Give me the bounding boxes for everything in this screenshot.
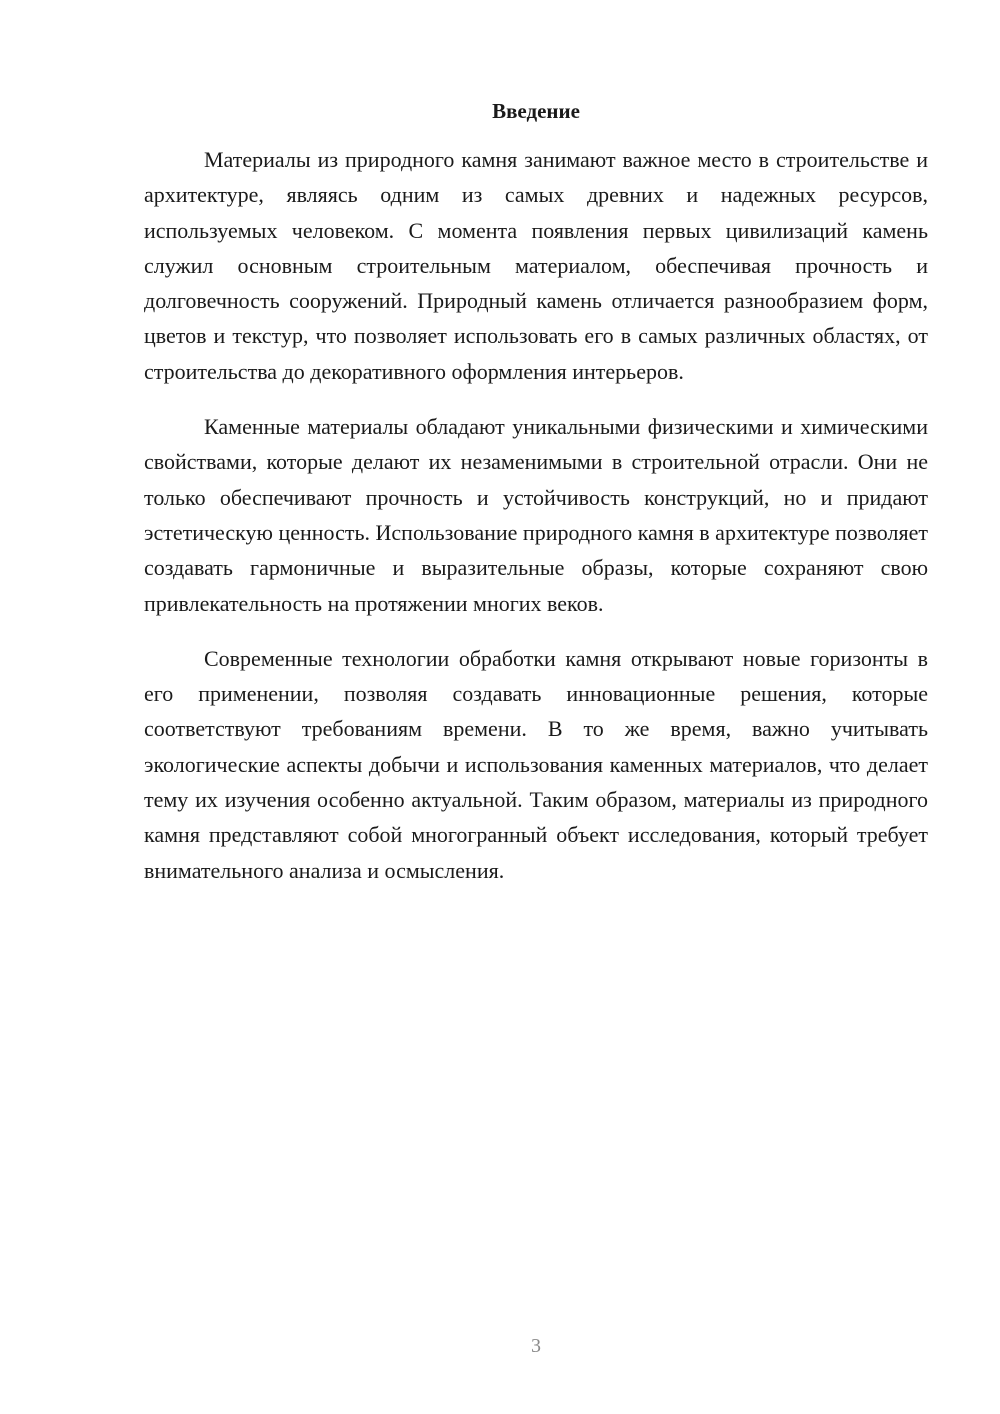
paragraph-3: Современные технологии обработки камня открывают новые горизонты в его применении, позволяя создавать инновационные решения, которые соответствуют требованиям времени. В то же время, важно учитывать экологические аспекты добычи и использования каменных материалов, что делает тему их изучения особенно актуальной. Таким образом, материалы из природного камня представляют собой многогранный объект исследования, который требует внимательного анализа и осмысления. — [144, 645, 928, 883]
page-number: 3 — [531, 1335, 541, 1357]
paragraph-2: Каменные материалы обладают уникальными физическими и химическими свойствами, которые делают их незаменимыми в строительной отрасли. Они не только обеспечивают прочность и устойчивость конструкций, но и придают эстетическую ценность. Использование природного камня в архитектуре позволяет создавать гармоничные и выразительные образы, которые сохраняют свою привлекательность на протяжении многих веков. — [144, 414, 928, 616]
paragraph-1: Материалы из природного камня занимают важное место в строительстве и архитектуре, являясь одним из самых древних и надежных ресурсов, используемых человеком. С момента появления первых цивилизаций камень служил основным строительным материалом, обеспечивая прочность и долговечность сооружений. Природный камень отличается разнообразием форм, цветов и текстур, что позволяет использовать его в самых различных областях, от строительства до декоративного оформления интерьеров. — [144, 147, 928, 384]
body-text — [144, 142, 928, 908]
section-heading: Введение — [492, 99, 580, 123]
